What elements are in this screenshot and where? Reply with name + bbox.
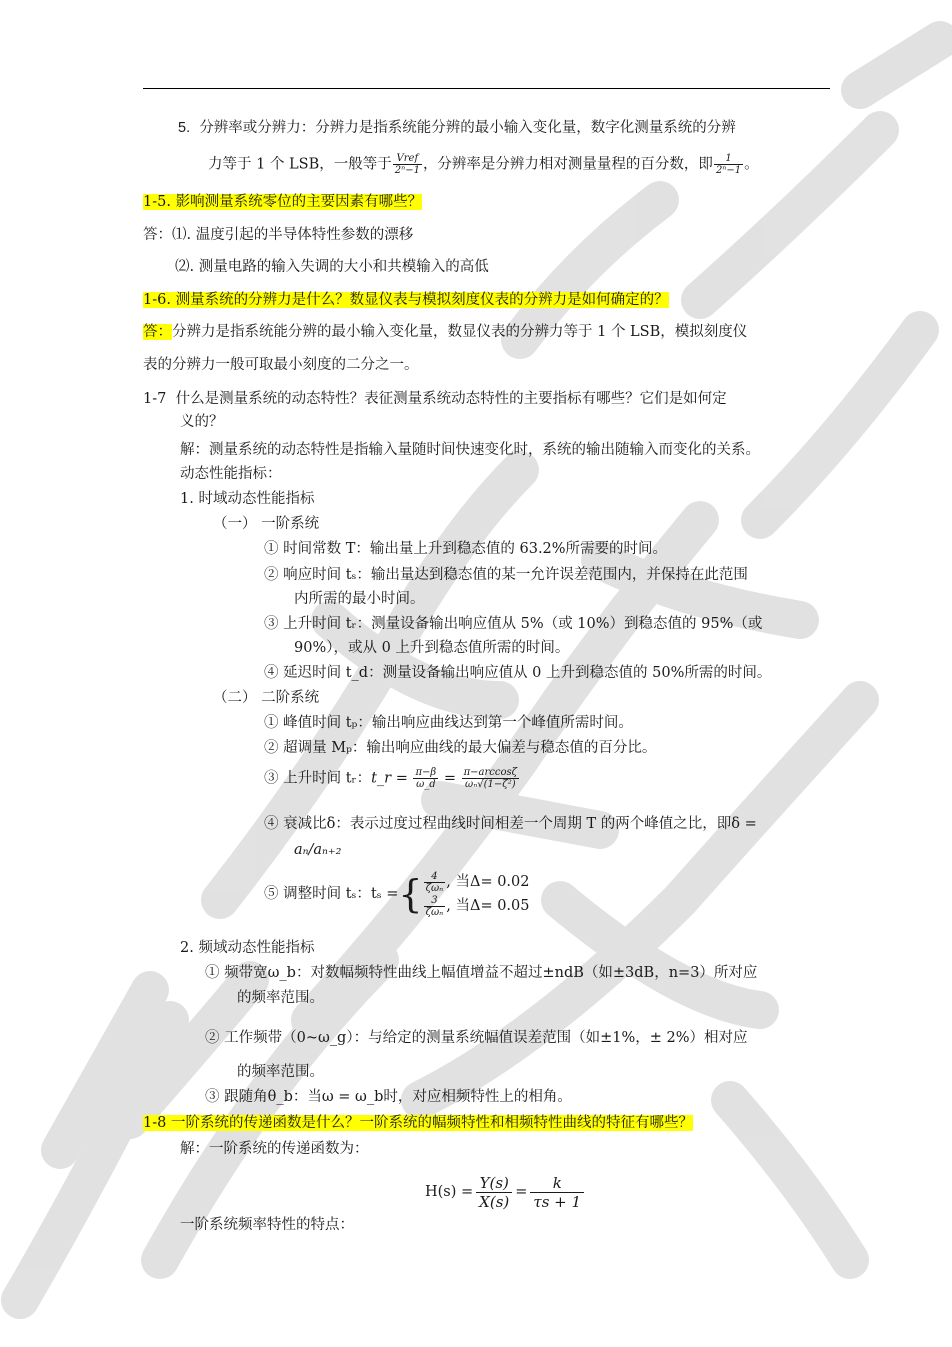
- resolution-fraction: $\frac{1}{\text{2ⁿ−1}}$: [715, 153, 742, 176]
- item5-line1: 5. 分辨率或分辨力：分辨力是指系统能分辨的最小输入变化量，数字化测量系统的分辨: [178, 120, 736, 136]
- second-order-heading: （二） 二阶系统: [213, 690, 320, 706]
- first-order-heading: （一） 一阶系统: [213, 516, 320, 532]
- settling-time-cases: $\frac{4}{\text{ζωₙ}}$ , 当Δ= 0.02 $\frac{3}{\text{ζωₙ}}$ , 当Δ= 0.05: [425, 870, 530, 918]
- time-domain-heading: 1. 时域动态性能指标: [180, 491, 315, 507]
- q17-title-line1: 1-7 什么是测量系统的动态特性？表征测量系统动态特性的主要指标有哪些？它们是如何定: [143, 391, 727, 407]
- time-constant-item: ① 时间常数 T：输出量上升到稳态值的 63.2%所需要的时间。: [264, 541, 668, 557]
- rise-time-item-cont: 90%），或从 0 上升到稳态值所需的时间。: [294, 640, 570, 656]
- q17-solution2: 动态性能指标：: [180, 466, 282, 482]
- rise-time-item: ③ 上升时间 tᵣ：测量设备输出响应值从 5%（或 10%）到稳态值的 95%（或: [264, 616, 763, 632]
- delay-time-item: ④ 延迟时间 t_d：测量设备输出响应值从 0 上升到稳态值的 50%所需的时间。: [264, 665, 772, 681]
- q15-answer2: ⑵. 测量电路的输入失调的大小和共模输入的高低: [175, 259, 489, 275]
- bandwidth-item-cont: 的频率范围。: [237, 990, 324, 1006]
- transfer-fraction-2: $\frac{k}{\tau s + 1}$: [530, 1174, 584, 1211]
- frequency-domain-heading: 2. 频域动态性能指标: [180, 940, 315, 956]
- decay-ratio-item: ④ 衰减比δ：表示过度过程曲线时间相差一个周期 T 的两个峰值之比，即δ =: [264, 816, 757, 832]
- transfer-fraction-1: $\frac{Y(s)}{X(s)}$: [476, 1174, 512, 1211]
- bandwidth-item: ① 频带宽ω_b：对数幅频特性曲线上幅值增益不超过±ndB（如±3dB，n=3）所对应: [205, 965, 758, 981]
- q15-title: 1-5. 影响测量系统零位的主要因素有哪些？: [143, 194, 423, 210]
- q18-title: 1-8 一阶系统的传递函数是什么？一阶系统的幅频特性和相频特性曲线的特征有哪些？: [143, 1115, 693, 1131]
- peak-time-item: ① 峰值时间 tₚ：输出响应曲线达到第一个峰值所需时间。: [264, 715, 633, 731]
- q18-solution1: 解：一阶系统的传递函数为：: [180, 1141, 369, 1157]
- working-band-item-cont: 的频率范围。: [237, 1064, 324, 1080]
- q17-solution1: 解：测量系统的动态特性是指输入量随时间快速变化时，系统的输出随输入而变化的关系。: [180, 442, 760, 458]
- vref-fraction: $\frac{\text{Vref}}{\text{2ⁿ−1}}$: [394, 153, 420, 176]
- header-rule: [143, 88, 830, 89]
- q18-solution2: 一阶系统频率特性的特点：: [180, 1217, 354, 1233]
- rise-time-fraction-1: $\frac{\pi-\beta}{\omega\_d}$: [415, 767, 437, 790]
- follow-angle-item: ③ 跟随角θ_b：当ω = ω_b时，对应相频特性上的相角。: [205, 1089, 572, 1105]
- q16-answer1: 答：分辨力是指系统能分辨的最小输入变化量，数显仪表的分辨力等于 1 个 LSB，模拟刻度仪: [143, 324, 748, 340]
- second-order-rise-time: ③ 上升时间 tᵣ：t_r = $\frac{\pi-\beta}{\omega\_d}$ = $\frac{\pi-\arccos\zeta}{\text{ωₙ√(1−ζ²)}}$: [264, 767, 518, 790]
- q15-answer1: 答：⑴. 温度引起的半导体特性参数的漂移: [143, 227, 414, 243]
- response-time-item: ② 响应时间 tₛ：输出量达到稳态值的某一允许误差范围内，并保持在此范围: [264, 567, 748, 583]
- q16-title: 1-6. 测量系统的分辨力是什么？数显仪表与模拟刻度仪表的分辨力是如何确定的？: [143, 292, 669, 308]
- rise-time-fraction-2: $\frac{\pi-\arccos\zeta}{\text{ωₙ√(1−ζ²)}}$: [463, 767, 518, 790]
- item5-line2: 力等于 1 个 LSB，一般等于 $\frac{\text{Vref}}{\text{2ⁿ−1}}$ ，分辨率是分辨力相对测量量程的百分数，即 $\frac{1}{\text{2ⁿ−1}}$ 。: [208, 153, 759, 176]
- response-time-item-cont: 内所需的最小时间。: [294, 591, 425, 607]
- transfer-function-equation: H(s) = $\frac{Y(s)}{X(s)}$ = $\frac{k}{\tau s + 1}$: [425, 1172, 587, 1212]
- q17-title-line2: 义的？: [180, 414, 224, 430]
- q16-answer2: 表的分辨力一般可取最小刻度的二分之一。: [143, 357, 419, 373]
- settling-time-item: ⑤ 调整时间 tₛ：tₛ ={ $\frac{4}{\text{ζωₙ}}$ , 当Δ= 0.02 $\frac{3}{\text{ζωₙ}}$ , 当Δ= 0.05: [264, 870, 530, 918]
- decay-ratio-formula: aₙ/aₙ₊₂: [294, 842, 342, 858]
- working-band-item: ② 工作频带（0~ω_g）：与给定的测量系统幅值误差范围（如±1%，± 2%）相对应: [205, 1030, 748, 1046]
- overshoot-item: ② 超调量 Mₚ：输出响应曲线的最大偏差与稳态值的百分比。: [264, 740, 657, 756]
